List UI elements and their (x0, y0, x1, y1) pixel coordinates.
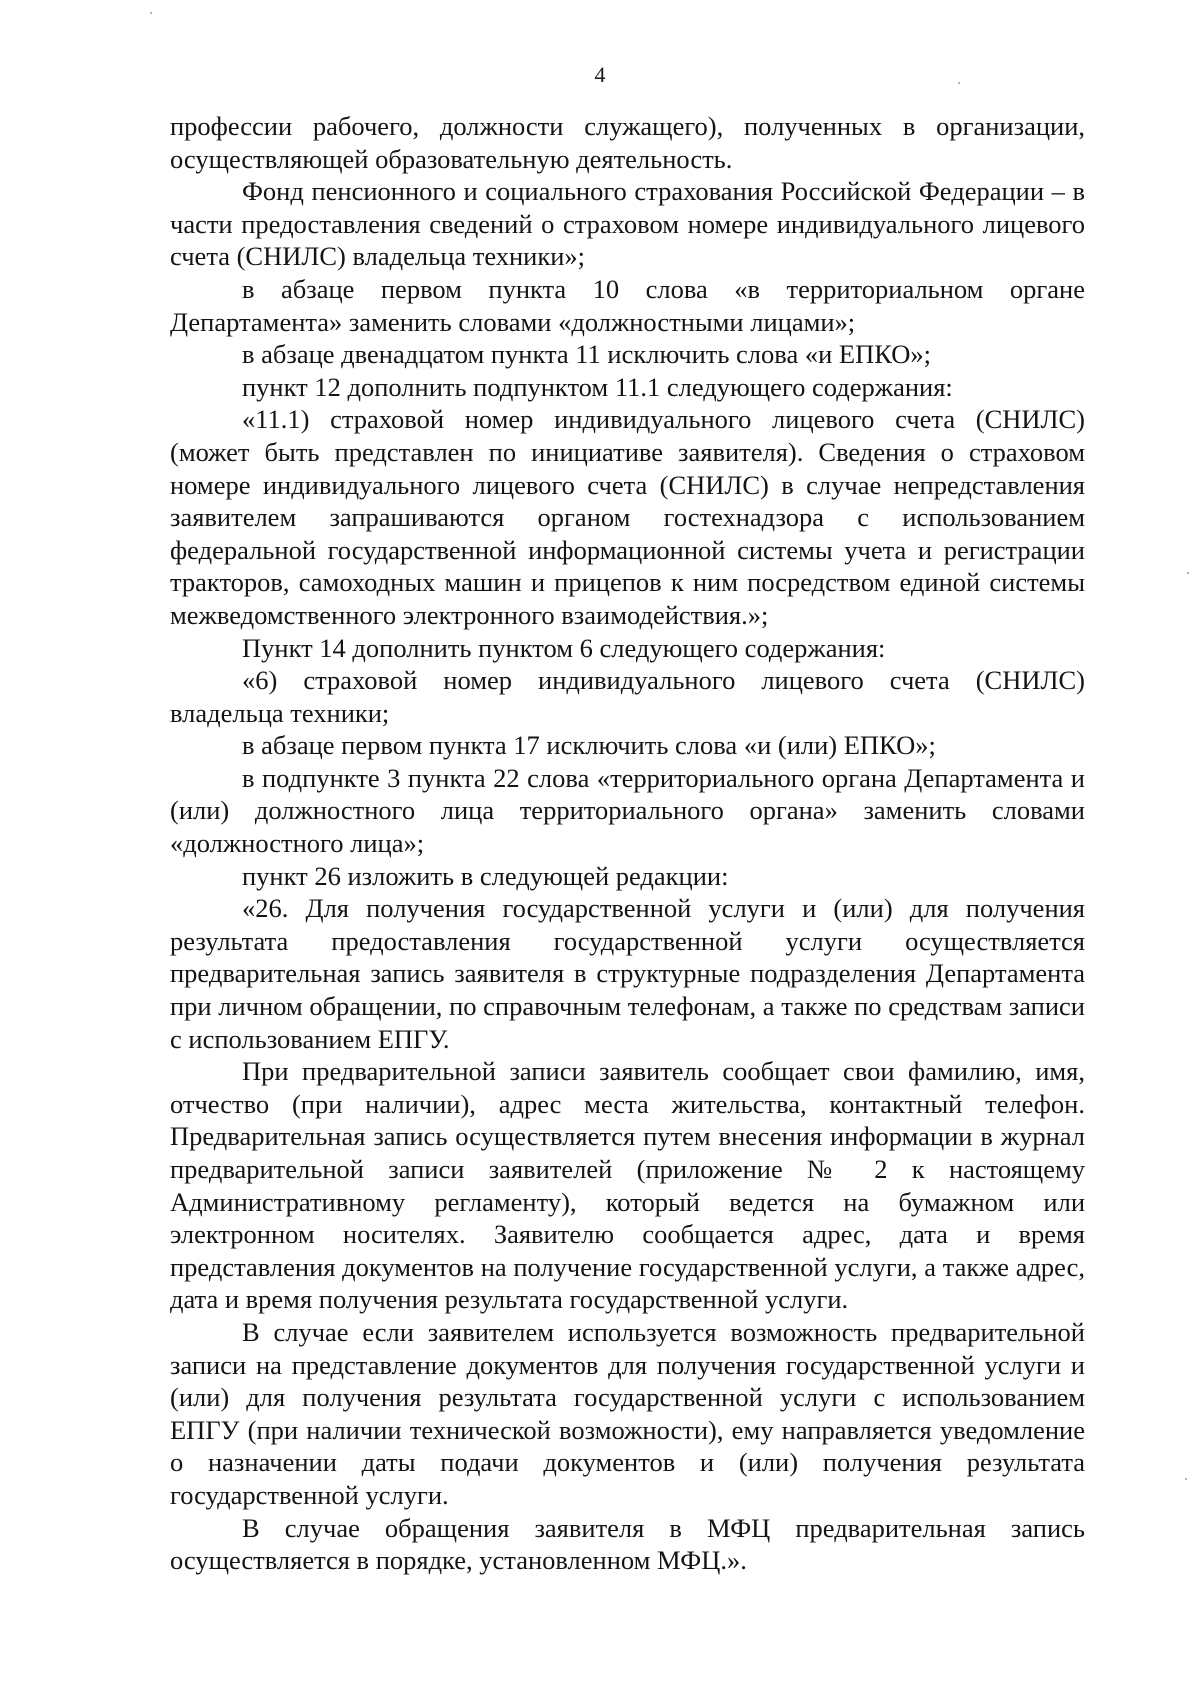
paragraph-subitem-11-1: «11.1) страховой номер индивидуального лицевого счета (СНИЛС) (может быть представлен по инициативе заявителя). Сведения о страховом номере индивидуального лицевого счета (СНИЛС) в случае непредставления заявителем запрашиваются органом гостехнадзора с использованием федеральной государственной информационной системы учета и регистрации тракторов, самоходных машин и прицепов к ним посредством единой системы межведомственного электронного взаимодействия.»; (170, 404, 1085, 630)
paragraph-item-11: в абзаце двенадцатом пункта 11 исключить слова «и ЕПКО»; (242, 339, 931, 370)
paragraph-item-12: пункт 12 дополнить подпунктом 11.1 следующего содержания: (242, 371, 953, 402)
page-number: 4 (594, 62, 606, 87)
scan-speck (150, 12, 152, 14)
paragraph-item-26: пункт 26 изложить в следующей редакции: (242, 860, 729, 891)
scan-speck (1185, 1478, 1187, 1480)
paragraph-mfc-record: В случае обращения заявителя в МФЦ предварительная запись осуществляется в порядке, установленном МФЦ.». (170, 1512, 1085, 1576)
paragraph-preliminary-record: При предварительной записи заявитель сообщает свои фамилию, имя, отчество (при наличии), адрес места жительства, контактный телефон. Предварительная запись осуществляется путем внесения информации в журнал предварительной записи заявителей (приложение № 2 к настоящему Административному регламенту), который ведется на бумажном или электронном носителях. Заявителю сообщается адрес, дата и время представления документов на получение государственной услуги, а также адрес, дата и время получения результата государственной услуги. (170, 1056, 1085, 1315)
scan-speck (958, 82, 960, 84)
paragraph-continuation: профессии рабочего, должности служащего), полученных в организации, осуществляющей образовательную деятельность. (170, 111, 1085, 174)
paragraph-item-10: в абзаце первом пункта 10 слова «в территориальном органе Департамента» заменить словами «должностными лицами»; (170, 273, 1085, 337)
scan-speck (1187, 572, 1189, 574)
paragraph-subitem-6: «6) страховой номер индивидуального лицевого счета (СНИЛС) владельца техники; (170, 665, 1085, 728)
document-body (170, 110, 1085, 1577)
paragraph-item-22: в подпункте 3 пункта 22 слова «территориального органа Департамента и (или) должностного лица территориального органа» заменить словами «должностного лица»; (170, 762, 1085, 859)
paragraph-item-26-text: «26. Для получения государственной услуги и (или) для получения результата предоставления государственной услуги осуществляется предварительная запись заявителя в структурные подразделения Департамента при личном обращении, по справочным телефонам, а также по средствам записи с использованием ЕПГУ. (170, 893, 1085, 1054)
paragraph-item-17: в абзаце первом пункта 17 исключить слова «и (или) ЕПКО»; (242, 730, 936, 761)
paragraph-item-14: Пункт 14 дополнить пунктом 6 следующего содержания: (242, 632, 886, 663)
paragraph-pension-fund: Фонд пенсионного и социального страхования Российской Федерации – в части предоставления сведений о страховом номере индивидуального лицевого счета (СНИЛС) владельца техники»; (170, 176, 1085, 272)
paragraph-epgu-record: В случае если заявителем используется возможность предварительной записи на представление документов для получения государственной услуги и (или) для получения результата государственной услуги с использованием ЕПГУ (при наличии технической возможности), ему направляется уведомление о назначении даты подачи документов и (или) получения результата государственной услуги. (170, 1316, 1085, 1510)
